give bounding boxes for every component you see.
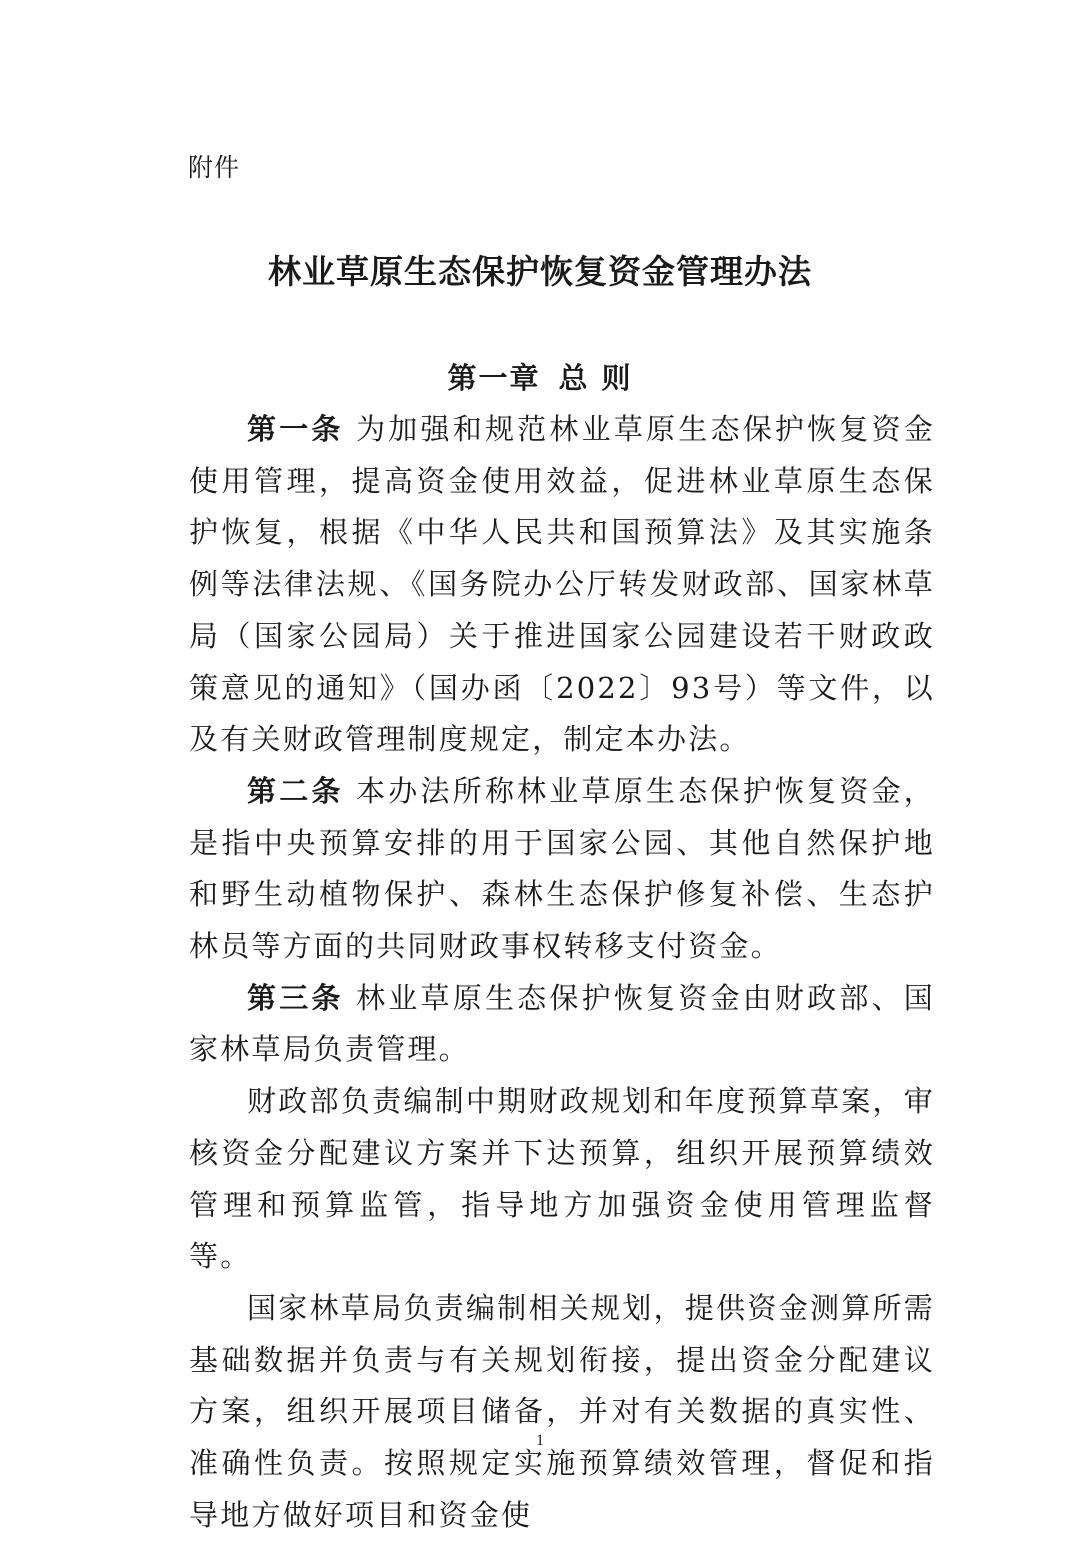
paragraph-mof-duties: 财政部负责编制中期财政规划和年度预算草案，审核资金分配建议方案并下达预算，组织开展预算绩效管理和预算监管，指导地方加强资金使用管理监督等。 [189,1084,935,1274]
chapter-number: 第一章 [447,361,541,395]
article-2 [189,766,935,973]
chapter-name: 总 则 [558,361,633,395]
article-3 [189,973,935,1076]
article-number: 第二条 [247,773,344,808]
article-1 [189,404,935,766]
article-number: 第一条 [247,412,344,446]
document-title: 林业草原生态保护恢复资金管理办法 [268,252,812,291]
page-number: 1 [536,1432,544,1449]
chapter-heading [0,356,1080,397]
article-number: 第三条 [247,980,344,1015]
article-text: 本办法所称林业草原生态保护恢复资金，是指中央预算安排的用于国家公园、其他自然保护地和野生动植物保护、森林生态保护修复补偿、生态护林员等方面的共同财政事权转移支付资金。 [189,773,935,964]
article-text: 林业草原生态保护恢复资金由财政部、国家林草局负责管理。 [189,980,935,1067]
document-body [189,404,935,1541]
attachment-label: 附件 [188,153,241,182]
article-text: 为加强和规范林业草原生态保护恢复资金使用管理，提高资金使用效益，促进林业草原生态保护恢复，根据《中华人民共和国预算法》及其实施条例等法律法规、《国务院办公厅转发财政部、国家林草局（国家公园局）关于推进国家公园建设若干财政政策意见的通知》（国办函〔2022〕93号）等文件，以及有关财政管理制度规定，制定本办法。 [189,412,935,757]
paragraph-forestry-duties: 国家林草局负责编制相关规划，提供资金测算所需基础数据并负责与有关规划衔接，提出资金分配建议方案，组织开展项目储备，并对有关数据的真实性、准确性负责。按照规定实施预算绩效管理，督促和指导地方做好项目和资金使 [189,1290,935,1532]
